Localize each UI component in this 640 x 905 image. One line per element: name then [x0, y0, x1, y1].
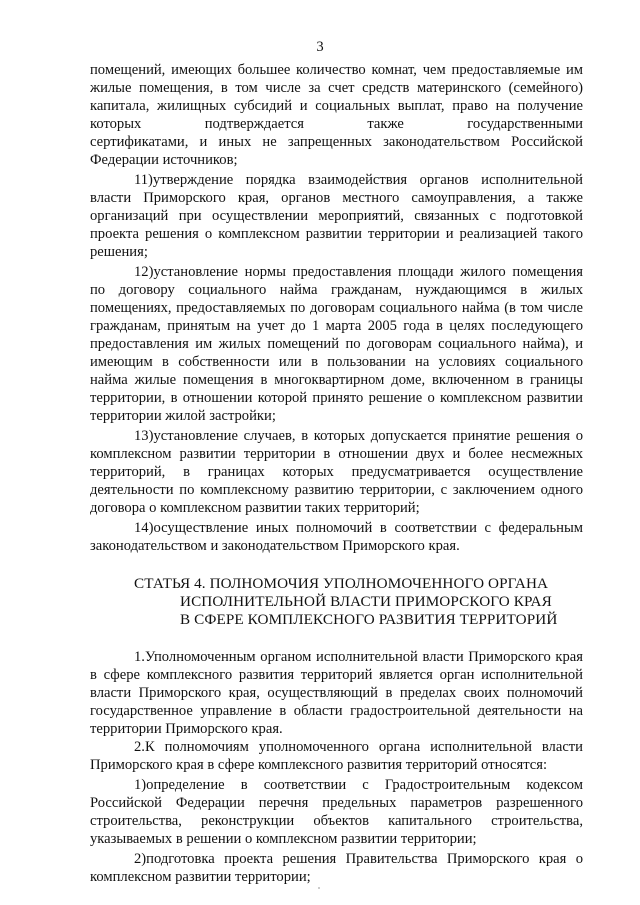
item11-line-5: решения; — [90, 244, 148, 260]
item12-line-5: предоставления им жилых помещений по договорам социального найма), и — [90, 336, 583, 352]
article-p1-line-4: государственное управление в области градостроительной деятельности на — [90, 703, 583, 719]
item13-line-3: территорий, в границах которых предусматривается осуществление — [90, 464, 583, 480]
item12-line-2: по договору социального найма гражданам, нуждающимся в жилых — [90, 282, 583, 298]
item13-line-4: деятельности по комплексному развитию территории, с заключением одного — [90, 482, 583, 498]
item11-line-4: проекта решения о комплексном развитии территории и реализацией такого — [90, 226, 583, 242]
item12-line-7: найма жилые помещения в многоквартирном доме, включенном в границы — [90, 372, 583, 388]
item13-line-5: договора о комплексном развитии таких территорий; — [90, 500, 420, 516]
intro-line-4: которых подтверждается также государственными — [90, 116, 583, 132]
intro-line-2: жилые помещения, в том числе за счет средств материнского (семейного) — [90, 80, 583, 96]
intro-line-3: капитала, жилищных субсидий и социальных выплат, право на получение — [90, 98, 583, 114]
item12-line-6: имеющим в собственности или в пользовании на условиях социального — [90, 354, 583, 370]
item11-line-3: организаций при осуществлении мероприятий, связанных с подготовкой — [90, 208, 583, 224]
article-p1-line-2: в сфере комплексного развития территорий является орган исполнительной — [90, 667, 583, 683]
scan-speck — [318, 887, 320, 889]
sub1-line-4: указываемых в решении о комплексном развитии территории; — [90, 831, 477, 847]
article-p1-line-3: власти Приморского края, осуществляющий в пределах своих полномочий — [90, 685, 583, 701]
sub1-line-1: 1)определение в соответствии с Градостроительным кодексом — [134, 777, 583, 793]
sub1-line-2: Российской Федерации перечня предельных параметров разрешенного — [90, 795, 583, 811]
item12-line-9: территории жилой застройки; — [90, 408, 276, 424]
article-heading-line-3: В СФЕРЕ КОМПЛЕКСНОГО РАЗВИТИЯ ТЕРРИТОРИЙ — [180, 611, 558, 628]
article-p2-line-2: Приморского края в сфере комплексного развития территорий относятся: — [90, 757, 548, 773]
article-heading-line-2: ИСПОЛНИТЕЛЬНОЙ ВЛАСТИ ПРИМОРСКОГО КРАЯ — [180, 593, 552, 610]
item13-line-1: 13)установление случаев, в которых допускается принятие решения о — [134, 428, 583, 444]
intro-line-1: помещений, имеющих большее количество комнат, чем предоставляемые им — [90, 62, 583, 78]
item14-line-1: 14)осуществление иных полномочий в соответствии с федеральным — [134, 520, 583, 536]
article-heading-line-1: СТАТЬЯ 4. ПОЛНОМОЧИЯ УПОЛНОМОЧЕННОГО ОРГАНА — [134, 575, 549, 592]
item12-line-4: гражданам, принятым на учет до 1 марта 2005 года в целях последующего — [90, 318, 583, 334]
item12-line-1: 12)установление нормы предоставления площади жилого помещения — [134, 264, 583, 280]
item12-line-8: территории, в отношении которой принято решение о комплексном развитии — [90, 390, 583, 406]
sub2-line-1: 2)подготовка проекта решения Правительства Приморского края о — [134, 851, 583, 867]
sub1-line-3: строительства, реконструкции объектов капитального строительства, — [90, 813, 583, 829]
article-p1-line-1: 1.Уполномоченным органом исполнительной власти Приморского края — [134, 649, 583, 665]
item14-line-2: законодательством и законодательством Приморского края. — [90, 538, 460, 554]
page-number: 3 — [316, 39, 324, 55]
intro-line-6: Федерации источников; — [90, 152, 238, 168]
intro-line-5: сертификатами, и иных не запрещенных законодательством Российской — [90, 134, 583, 150]
article-p2-line-1: 2.К полномочиям уполномоченного органа исполнительной власти — [134, 739, 583, 755]
sub2-line-2: комплексном развитии территории; — [90, 869, 311, 885]
article-p1-line-5: территории Приморского края. — [90, 721, 283, 737]
item13-line-2: комплексном развитии территории в отношении двух и более несмежных — [90, 446, 583, 462]
item12-line-3: помещениях, предоставляемых по договорам социального найма (в том числе — [90, 300, 583, 316]
item11-line-1: 11)утверждение порядка взаимодействия органов исполнительной — [134, 172, 583, 188]
item11-line-2: власти Приморского края, органов местного самоуправления, а также — [90, 190, 583, 206]
